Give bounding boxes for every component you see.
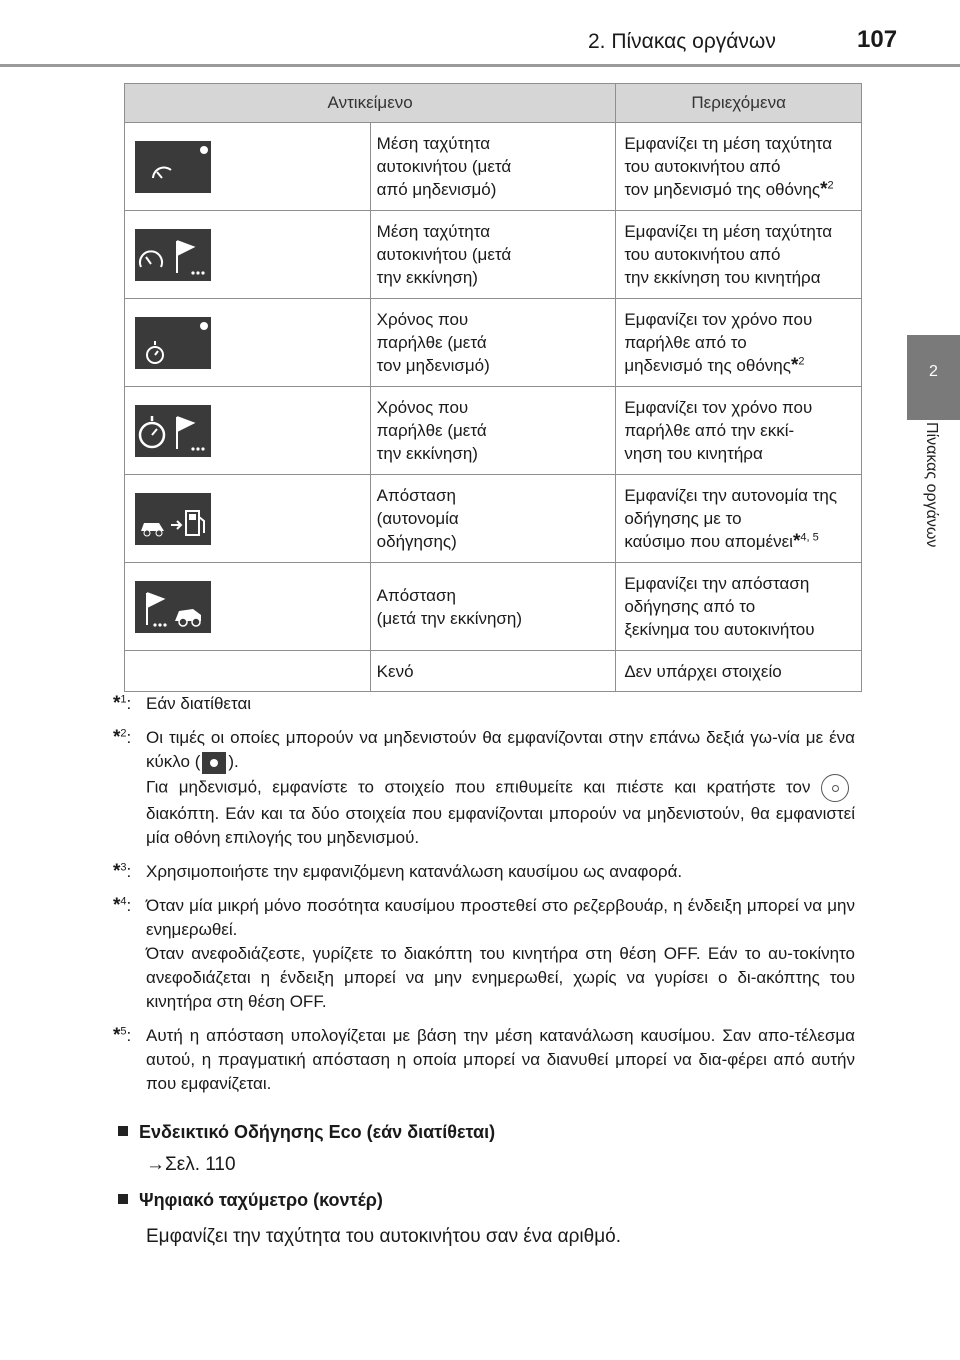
table-row xyxy=(125,123,862,211)
section-speedometer-heading: Ψηφιακό ταχύμετρο (κοντέρ) xyxy=(118,1190,383,1211)
footnote-marker: *$^3$: xyxy=(113,861,132,882)
item-description xyxy=(616,651,862,692)
item-name-line: από μηδενισμό) xyxy=(376,180,497,199)
item-description xyxy=(616,475,862,563)
footnote-1 xyxy=(113,692,855,716)
item-description-line: Εμφανίζει τη μέση ταχύτητα του αυτοκινήτου από xyxy=(624,222,833,264)
item-description-line: νηση του κινητήρα xyxy=(624,444,763,463)
chapter-tab-label: Πίνακας οργάνων xyxy=(923,422,940,548)
item-description xyxy=(616,211,862,299)
footnotes xyxy=(113,692,855,1106)
item-name-line: οδήγησης) xyxy=(376,532,457,551)
item-name-line: παρήλθε (μετά xyxy=(376,333,487,352)
item-name xyxy=(370,563,616,651)
item-name-line: Κενό xyxy=(376,661,414,681)
footnote-text: Αυτή η απόσταση υπολογίζεται με βάση την μέση κατανάλωση καυσίμου. Σαν απο-τέλεσμα αυτού, η πραγματική απόσταση η οποία μπορεί να διανυθεί μπορεί να δια-φέρει από αυτήν που εμφανίζεται. xyxy=(146,1026,855,1093)
item-description-line: Εμφανίζει την αυτονομία της οδήγησης με το xyxy=(624,486,838,528)
footnote-text: Όταν ανεφοδιάζεστε, γυρίζετε το διακόπτη του κινητήρα στη θέση OFF. Εάν το αυ-τοκίνητο ανεφοδιάζεται η ένδειξη μπορεί να μην ενημερωθεί, χωρίς να γυρίσει ο δι-ακόπτης του κινητήρα στη θέση OFF. xyxy=(146,944,855,1011)
footnote-marker: *$^1$: xyxy=(113,693,132,714)
stopwatch-flag-icon xyxy=(135,405,211,457)
footnote-text: Για μηδενισμό, εμφανίστε το στοιχείο που επιθυμείτε και πιέστε και κρατήστε τον διακόπτη. Εάν και τα δύο στοιχεία που εμφανίζονται μπορούν να μηδενιστούν, θα εμφανιστεί μία οθόνη επιλογής του μηδενισμού. xyxy=(146,774,855,850)
item-description-line: καύσιμο που απομένει*$^{4, 5}$ xyxy=(624,531,819,552)
item-description-line: Δεν υπάρχει στοιχείο xyxy=(624,661,782,681)
table-row xyxy=(125,651,862,692)
table-row xyxy=(125,475,862,563)
control-switch-icon xyxy=(821,774,849,802)
item-name-line: (αυτονομία xyxy=(376,509,459,528)
header-contents: Περιεχόμενα xyxy=(616,84,862,123)
flag-car-distance-icon xyxy=(135,581,211,633)
item-icon-cell xyxy=(125,211,371,299)
item-name-line: Απόσταση xyxy=(376,585,456,605)
footnote-4 xyxy=(113,894,855,1014)
chapter-title: 2. Πίνακας οργάνων xyxy=(588,30,776,53)
item-name-line: αυτοκινήτου (μετά xyxy=(376,157,512,176)
item-name-line: Μέση ταχύτητα xyxy=(376,222,491,241)
footnote-text: Όταν μία μικρή μόνο ποσότητα καυσίμου προστεθεί στο ρεζερβουάρ, η ένδειξη μπορεί να μην ενημερωθεί. xyxy=(146,896,855,939)
item-name xyxy=(370,651,616,692)
footnote-5 xyxy=(113,1024,855,1096)
item-icon-cell xyxy=(125,299,371,387)
chapter-tab xyxy=(907,335,960,420)
footnote-text: Χρησιμοποιήστε την εμφανιζόμενη κατανάλωση καυσίμου ως αναφορά. xyxy=(146,862,683,881)
table-header-row xyxy=(125,84,862,123)
reset-dot-icon xyxy=(202,752,226,774)
item-name-line: Χρόνος που xyxy=(376,398,469,417)
footnote-marker: *$^5$: xyxy=(113,1025,132,1046)
item-description-line: Εμφανίζει την απόσταση οδήγησης από το xyxy=(624,574,810,616)
square-bullet-icon xyxy=(118,1194,128,1204)
footnote-ref: 2 xyxy=(827,179,834,192)
item-name-line: την εκκίνηση) xyxy=(376,444,478,463)
item-name-line: τον μηδενισμό) xyxy=(376,356,490,375)
item-name xyxy=(370,123,616,211)
table-row xyxy=(125,387,862,475)
item-description-line: Εμφανίζει τον χρόνο που παρήλθε από το xyxy=(624,310,813,352)
page-number: 107 xyxy=(857,26,898,53)
speedometer-dot-icon xyxy=(135,141,211,193)
footnote-3 xyxy=(113,860,855,884)
item-icon-cell xyxy=(125,475,371,563)
item-description-line: Εμφανίζει τη μέση ταχύτητα του αυτοκινήτου από xyxy=(624,134,833,176)
footnote-2 xyxy=(113,726,855,850)
footnote-text: Εάν διατίθεται xyxy=(146,694,252,713)
header-item: Αντικείμενο xyxy=(125,84,616,123)
items-table xyxy=(124,83,862,692)
item-name xyxy=(370,299,616,387)
item-icon-cell xyxy=(125,387,371,475)
item-description-line: μηδενισμό της οθόνης*$^2$ xyxy=(624,355,805,376)
item-description-line: τον μηδενισμό της οθόνης*$^2$ xyxy=(624,179,834,200)
speedometer-flag-icon xyxy=(135,229,211,281)
footnote-marker: *$^2$: xyxy=(113,727,132,748)
section-speedometer-text: Εμφανίζει την ταχύτητα του αυτοκινήτου σαν ένα αριθμό. xyxy=(146,1226,622,1247)
section-eco-heading: Ενδεικτικό Οδήγησης Eco (εάν διατίθεται) xyxy=(118,1122,495,1143)
table-row xyxy=(125,299,862,387)
item-description xyxy=(616,563,862,651)
item-icon-cell xyxy=(125,651,371,692)
stopwatch-dot-icon xyxy=(135,317,211,369)
item-name-line: Χρόνος που xyxy=(376,310,469,329)
item-name-line: Απόσταση xyxy=(376,486,456,505)
section-eco-text: →Σελ. 110 xyxy=(146,1154,236,1175)
item-description-line: ξεκίνημα του αυτοκινήτου xyxy=(624,620,815,639)
item-description xyxy=(616,123,862,211)
item-icon-cell xyxy=(125,563,371,651)
item-icon-cell xyxy=(125,123,371,211)
item-description xyxy=(616,387,862,475)
item-name xyxy=(370,211,616,299)
item-description-line: Εμφανίζει τον χρόνο που παρήλθε από την εκκί- xyxy=(624,398,813,440)
square-bullet-icon xyxy=(118,1126,128,1136)
footnote-ref: 2 xyxy=(798,355,805,368)
item-name xyxy=(370,387,616,475)
item-description xyxy=(616,299,862,387)
car-fuel-range-icon xyxy=(135,493,211,545)
header-rule xyxy=(0,64,960,67)
item-name-line: αυτοκινήτου (μετά xyxy=(376,245,512,264)
footnote-marker: *$^4$: xyxy=(113,895,132,916)
item-name-line: παρήλθε (μετά xyxy=(376,421,487,440)
table-row xyxy=(125,563,862,651)
chapter-tab-number: 2 xyxy=(929,363,938,380)
table-row xyxy=(125,211,862,299)
item-name-line: την εκκίνηση) xyxy=(376,268,478,287)
footnote-ref: 4, 5 xyxy=(800,531,819,544)
item-name-line: Μέση ταχύτητα xyxy=(376,134,491,153)
item-name xyxy=(370,475,616,563)
footnote-text: Οι τιμές οι οποίες μπορούν να μηδενιστούν θα εμφανίζονται στην επάνω δεξιά γω-νία με ένα κύκλο ( ). xyxy=(146,726,855,774)
item-name-line: (μετά την εκκίνηση) xyxy=(376,608,523,628)
item-description-line: την εκκίνηση του κινητήρα xyxy=(624,268,821,287)
